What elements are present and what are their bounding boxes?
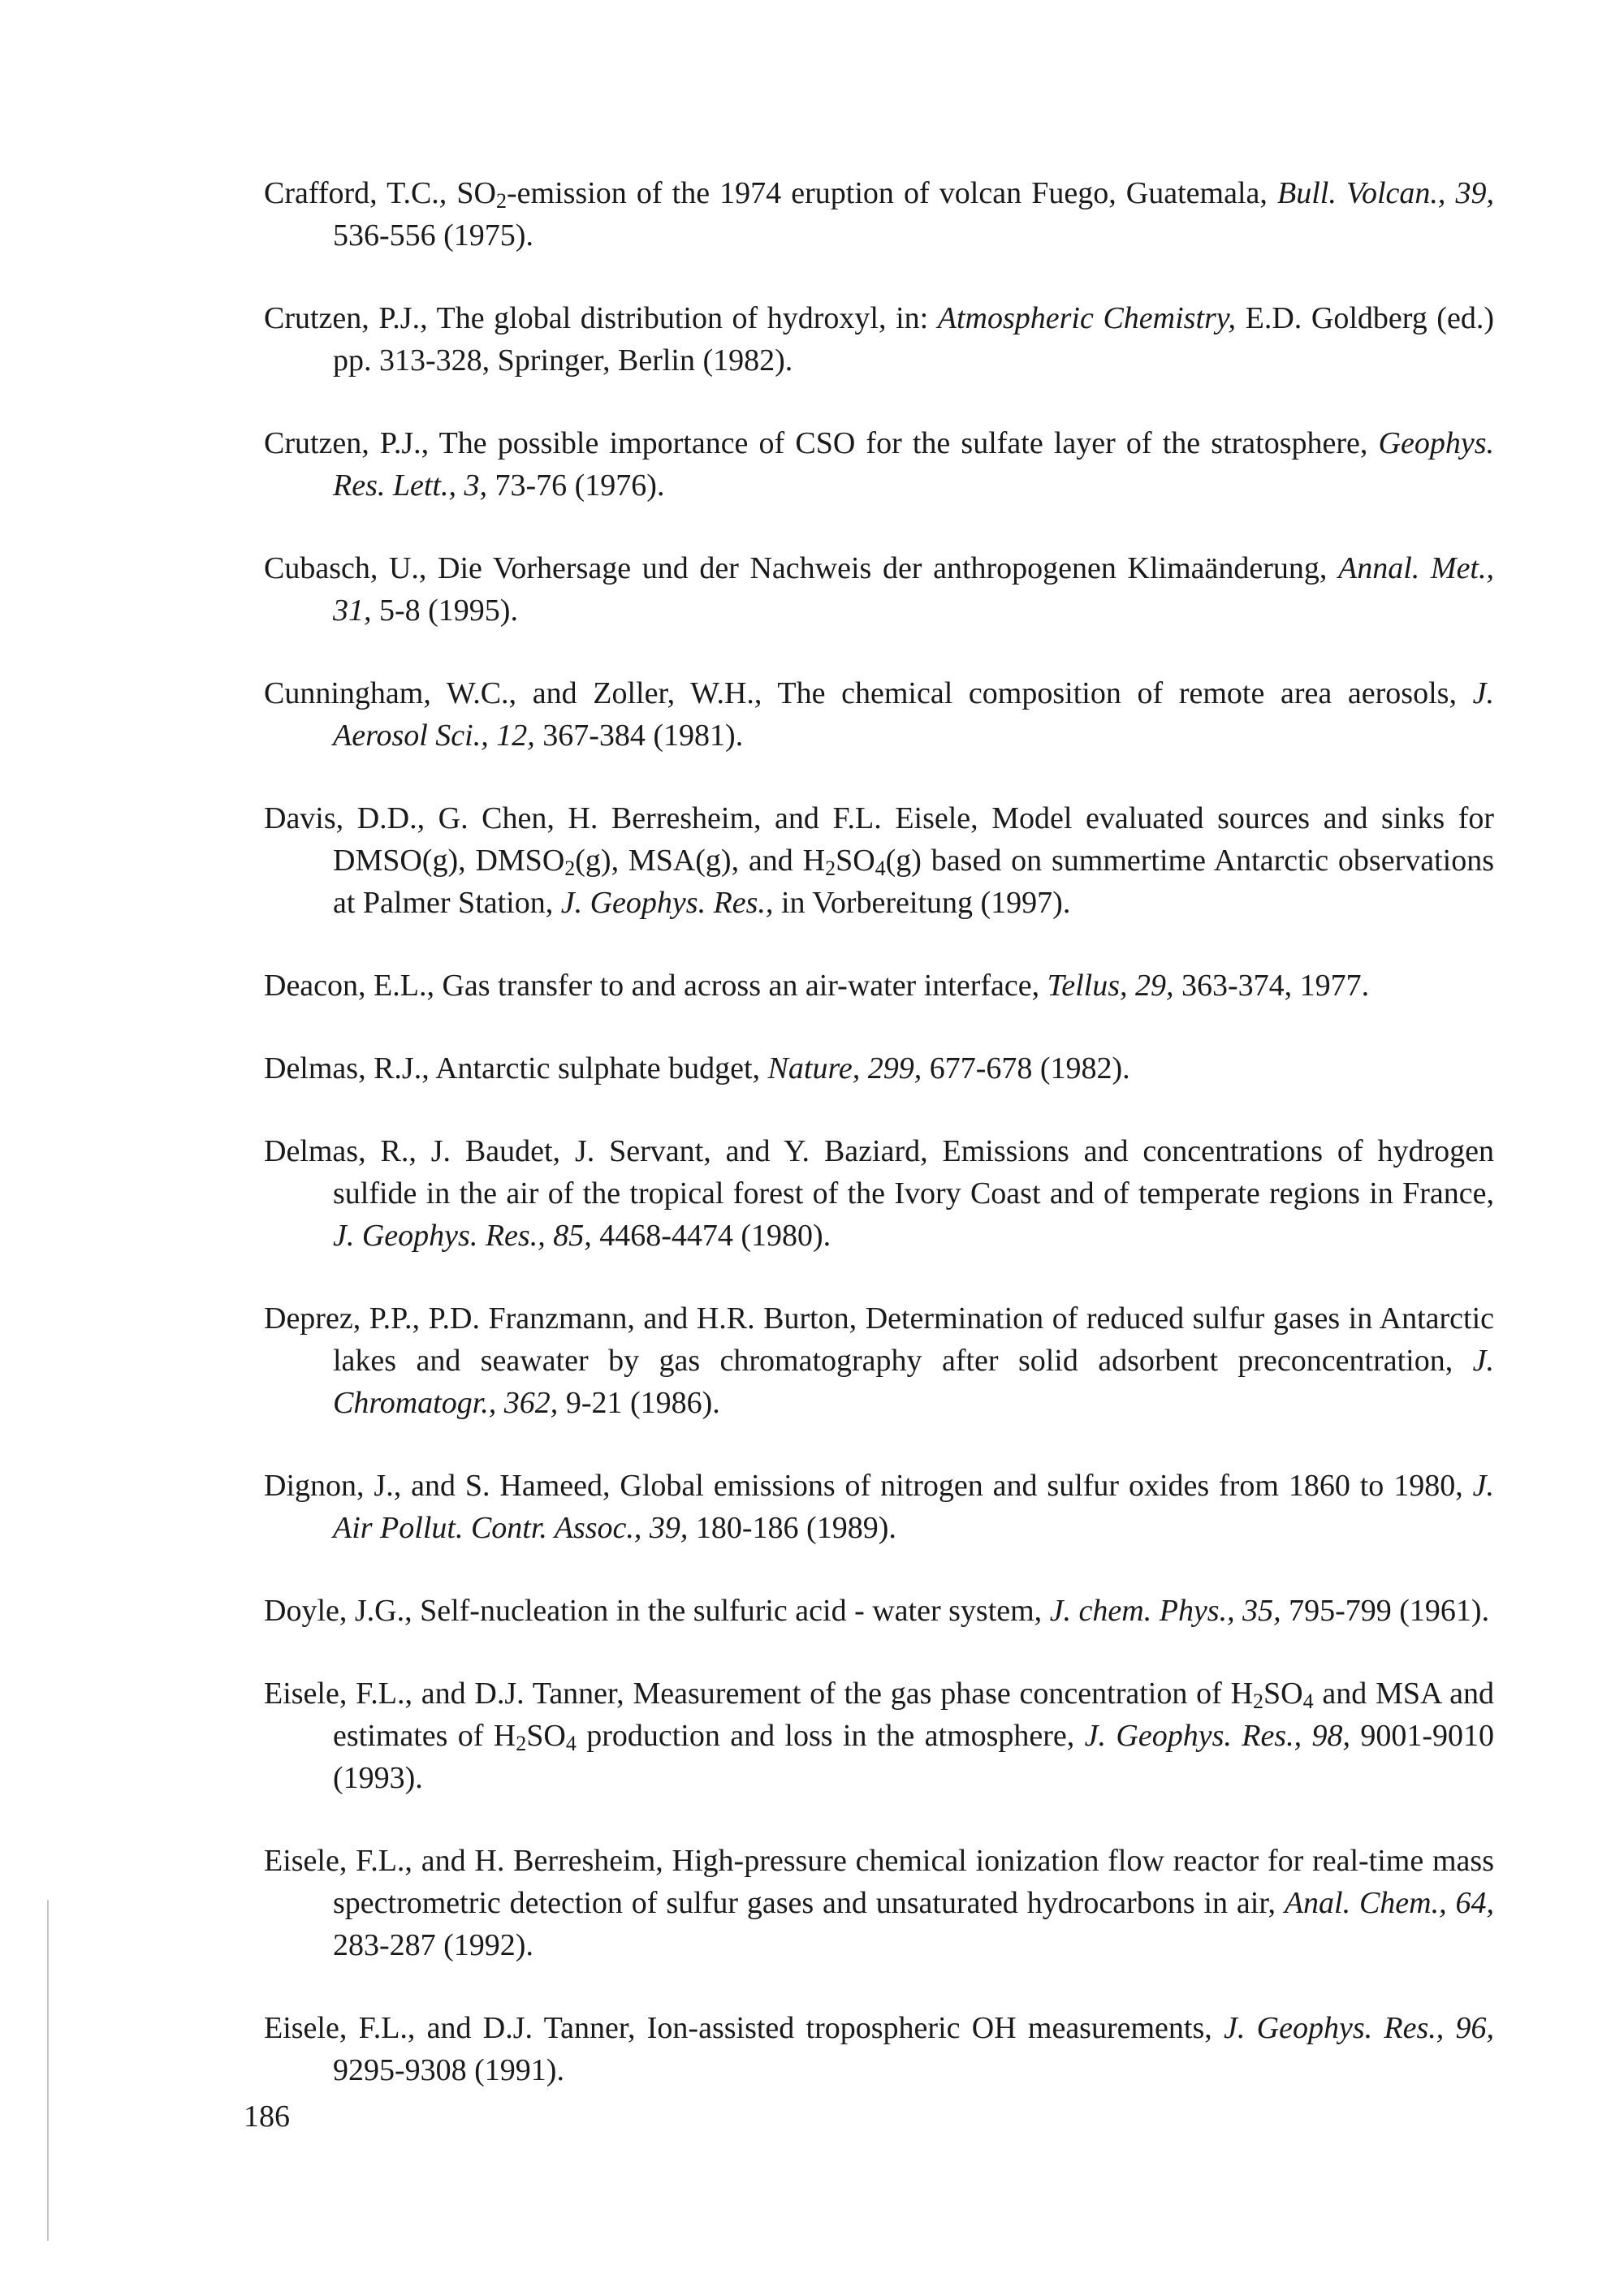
reference-entry: Eisele, F.L., and D.J. Tanner, Ion-assisted tropospheric OH measurements, J. Geophys. Res., 96, 9295-9308 (1991).: [264, 2011, 1494, 2087]
journal-citation: Atmospheric Chemistry,: [937, 301, 1237, 335]
reference-entry: Eisele, F.L., and H. Berresheim, High-pressure chemical ionization flow reactor for real-time mass spectrometric detection of sulfur gases and unsaturated hydrocarbons in air, Anal. Chem., 64, 283-287 (1992).: [264, 1844, 1494, 1962]
journal-citation: Annal. Met., 31,: [333, 551, 1494, 628]
reference-entry: Davis, D.D., G. Chen, H. Berresheim, and F.L. Eisele, Model evaluated sources and sinks for DMSO(g), $DMSO_2(g)$, MSA(g), and $H_2SO_4(g)$ based on summertime Antarctic observations at Palmer Station, J. Geophys. Res., in Vorbereitung (1997).: [264, 801, 1494, 920]
reference-entry: Cubasch, U., Die Vorhersage und der Nachweis der anthropogenen Klimaänderung, Annal. Met., 31, 5-8 (1995).: [264, 551, 1494, 628]
journal-citation: J. Air Pollut. Contr. Assoc., 39,: [333, 1469, 1494, 1545]
journal-citation: Nature, 299,: [767, 1051, 922, 1085]
journal-citation: J. Geophys. Res., 85,: [333, 1219, 592, 1253]
journal-citation: J. Geophys. Res., 98,: [1084, 1719, 1350, 1753]
journal-citation: J. Chromatogr., 362,: [333, 1344, 1494, 1420]
journal-citation: Bull. Volcan., 39,: [1277, 176, 1494, 210]
journal-citation: Geophys. Res. Lett., 3,: [333, 426, 1494, 503]
journal-citation: J. Geophys. Res.,: [560, 886, 774, 920]
reference-entry: Doyle, J.G., Self-nucleation in the sulfuric acid - water system, J. chem. Phys., 35, 795-799 (1961).: [264, 1594, 1490, 1628]
reference-entry: Eisele, F.L., and D.J. Tanner, Measurement of the gas phase concentration of $H_2SO_4$ and MSA and estimates of $H_2SO_4$ production and loss in the atmosphere, J. Geophys. Res., 98, 9001-9010 (1993).: [264, 1677, 1495, 1795]
journal-citation: J. chem. Phys., 35,: [1049, 1594, 1281, 1628]
journal-citation: Anal. Chem., 64,: [1284, 1886, 1494, 1920]
reference-entry: Deacon, E.L., Gas transfer to and across an air-water interface, Tellus, 29, 363-374, 1977.: [264, 969, 1370, 1003]
page-number: 186: [244, 2100, 290, 2134]
reference-entry: Deprez, P.P., P.D. Franzmann, and H.R. Burton, Determination of reduced sulfur gases in Antarctic lakes and seawater by gas chromatography after solid adsorbent preconcentration, J. Chromatogr., 362, 9-21 (1986).: [264, 1301, 1494, 1420]
reference-entry: Crutzen, P.J., The global distribution of hydroxyl, in: Atmospheric Chemistry, E.D. Goldberg (ed.) pp. 313-328, Springer, Berlin (1982).: [264, 301, 1494, 378]
reference-entry: Crafford, T.C., $SO_2$-emission of the 1974 eruption of volcan Fuego, Guatemala, Bull. Volcan., 39, 536-556 (1975).: [264, 176, 1494, 252]
reference-entry: Delmas, R., J. Baudet, J. Servant, and Y. Baziard, Emissions and concentrations of hydrogen sulfide in the air of the tropical forest of the Ivory Coast and of temperate regions in France, J. Geophys. Res., 85, 4468-4474 (1980).: [264, 1134, 1494, 1253]
journal-citation: Tellus, 29,: [1047, 969, 1174, 1003]
reference-entry: Cunningham, W.C., and Zoller, W.H., The chemical composition of remote area aerosols, J. Aerosol Sci., 12, 367-384 (1981).: [264, 676, 1494, 753]
reference-entry: Crutzen, P.J., The possible importance of CSO for the sulfate layer of the stratosphere, Geophys. Res. Lett., 3, 73-76 (1976).: [264, 426, 1494, 503]
reference-list: [264, 172, 1494, 2132]
journal-citation: J. Geophys. Res., 96,: [1224, 2011, 1494, 2045]
reference-entry: Dignon, J., and S. Hameed, Global emissions of nitrogen and sulfur oxides from 1860 to 1980, J. Air Pollut. Contr. Assoc., 39, 180-186 (1989).: [264, 1469, 1494, 1545]
reference-entry: Delmas, R.J., Antarctic sulphate budget, Nature, 299, 677-678 (1982).: [264, 1051, 1130, 1085]
journal-citation: J. Aerosol Sci., 12,: [333, 676, 1494, 753]
scan-edge-line: [47, 1900, 49, 2241]
